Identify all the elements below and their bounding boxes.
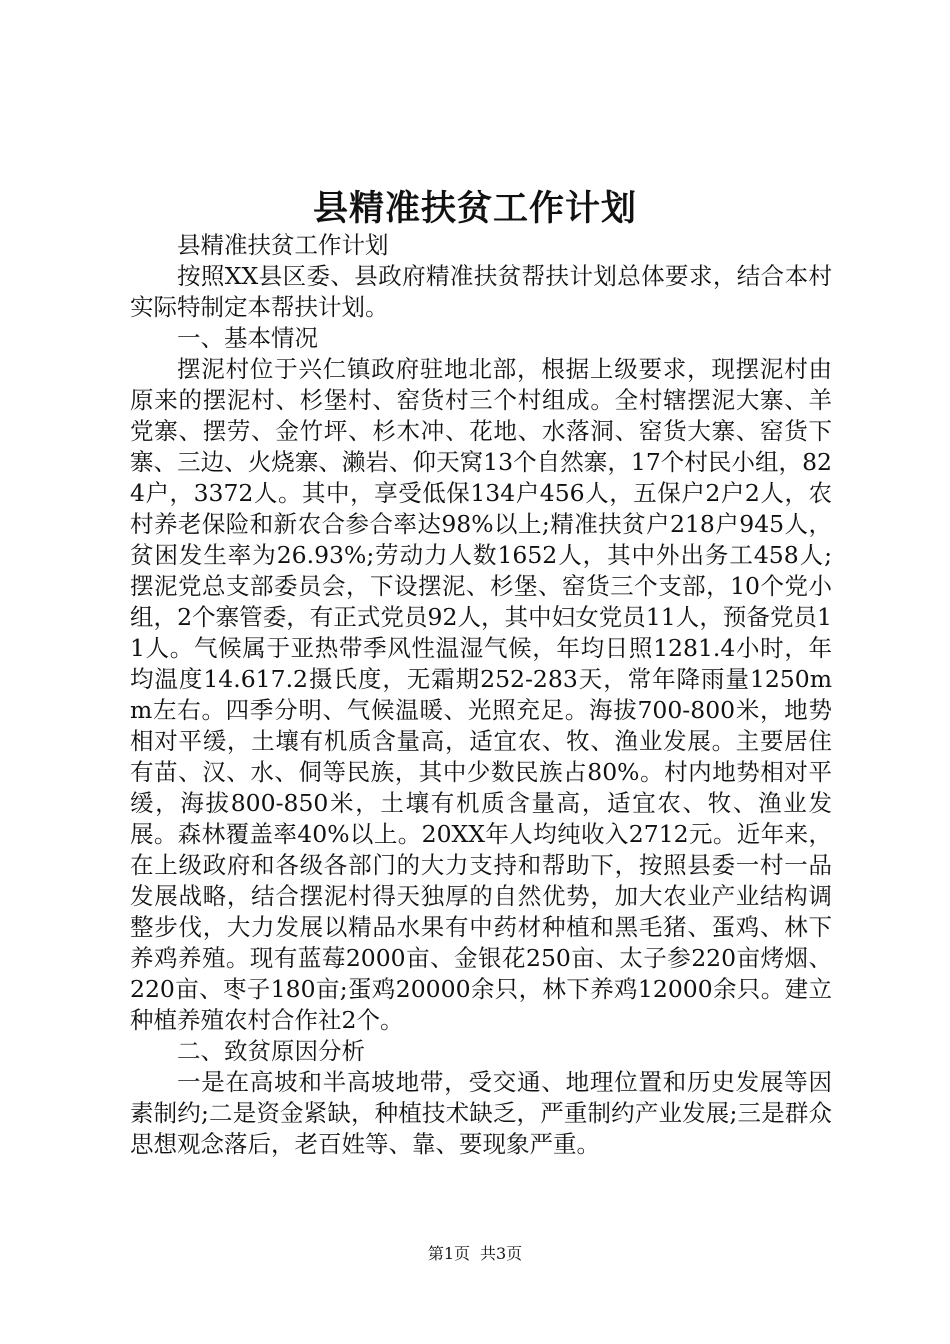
page-footer [0,1242,950,1266]
document-title: 县精准扶贫工作计划 [312,188,637,229]
page-total: 共3页 [480,1244,523,1263]
paragraph-heading: 县精准扶贫工作计划 [177,231,389,259]
document-body [130,230,832,1160]
paragraph-poverty-causes: 一是在高坡和半高坡地带，受交通、地理位置和历史发展等因素制约;二是资金紧缺，种植技术缺乏，严重制约产业发展;三是群众思想观念落后，老百姓等、靠、要现象严重。 [130,1068,832,1158]
page-number: 第1页 [427,1244,470,1263]
paragraph-intro: 按照XX县区委、县政府精准扶贫帮扶计划总体要求，结合本村实际特制定本帮扶计划。 [130,262,832,321]
section-heading-poverty-causes: 二、致贫原因分析 [177,1037,365,1065]
paragraph-basic-info: 摆泥村位于兴仁镇政府驻地北部，根据上级要求，现摆泥村由原来的摆泥村、杉堡村、窑货村三个村组成。全村辖摆泥大寨、羊党寨、摆劳、金竹坪、杉木冲、花地、水落洞、窑货大寨、窑货下寨、三边、火烧寨、濑岩、仰天窝13个自然寨，17个村民小组，824户，3372人。其中，享受低保134户456人，五保户2户2人，农村养老保险和新农合参合率达98%以上;精准扶贫户218户945人，贫困发生率为26.93%;劳动力人数1652人，其中外出务工458人;摆泥党总支部委员会，下设摆泥、杉堡、窑货三个支部，10个党小组，2个寨管委，有正式党员92人，其中妇女党员11人，预备党员11人。气候属于亚热带季风性温湿气候，年均日照1281.4小时，年均温度14.617.2摄氏度，无霜期252-283天，常年降雨量1250mm左右。四季分明、气候温暖、光照充足。海拔700-800米，地势相对平缓，土壤有机质含量高，适宜农、牧、渔业发展。主要居住有苗、汉、水、侗等民族，其中少数民族占80%。村内地势相对平缓，海拔800-850米，土壤有机质含量高，适宜农、牧、渔业发展。森林覆盖率40%以上。20XX年人均纯收入2712元。近年来，在上级政府和各级各部门的大力支持和帮助下，按照县委一村一品发展战略，结合摆泥村得天独厚的自然优势，加大农业产业结构调整步伐，大力发展以精品水果有中药材种植和黑毛猪、蛋鸡、林下养鸡养殖。现有蓝莓2000亩、金银花250亩、太子参220亩烤烟、220亩、枣子180亩;蛋鸡20000余只，林下养鸡12000余只。建立种植养殖农村合作社2个。 [130,355,832,1034]
section-heading-basic-info: 一、基本情况 [177,324,318,352]
